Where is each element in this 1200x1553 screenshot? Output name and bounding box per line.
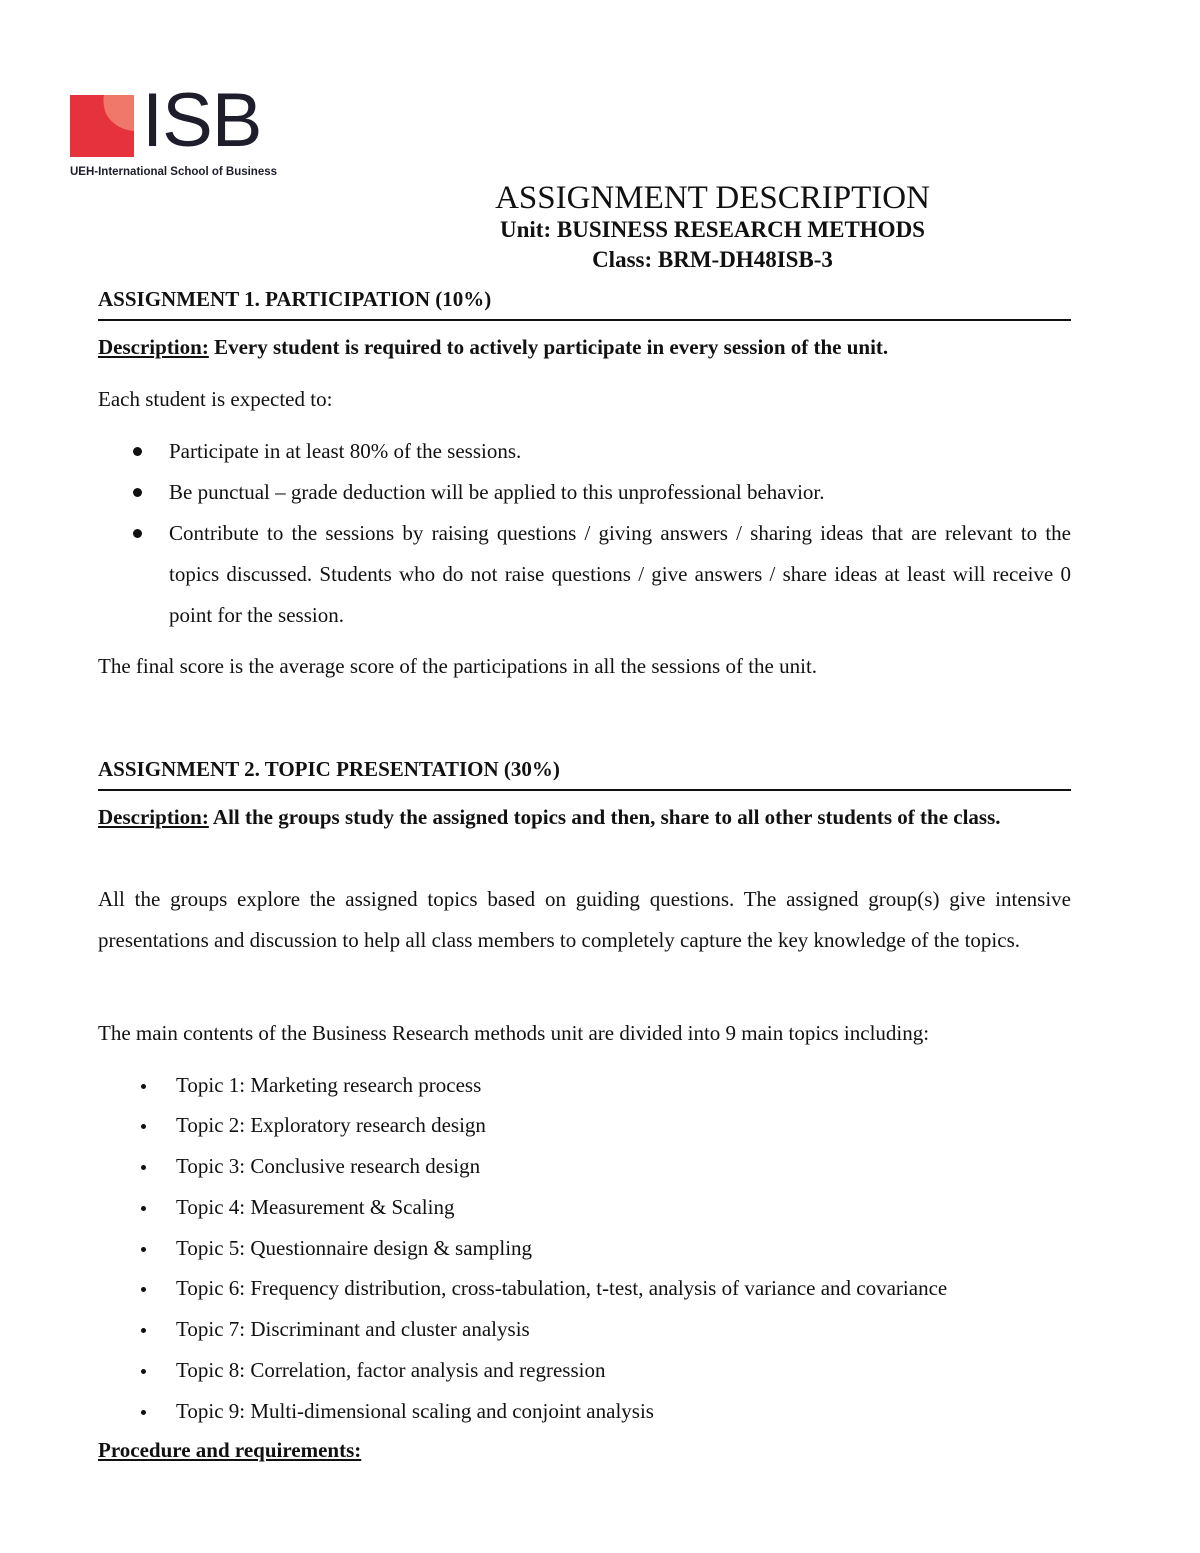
bullet-dot-icon [141, 1410, 146, 1415]
topic-item: Topic 8: Correlation, factor analysis and regression [176, 1358, 606, 1382]
list-item: Contribute to the sessions by raising questions / giving answers / sharing ideas that are relevant to the topics discussed. Students who do not raise questions / give answers / share ideas at least will receive 0 point for the session. [169, 521, 1071, 627]
procedure-heading [98, 1430, 1071, 1471]
bullet-dot-icon [141, 1206, 146, 1211]
topic-item: Topic 6: Frequency distribution, cross-tabulation, t-test, analysis of variance and covariance [176, 1276, 948, 1300]
bullet-dot-icon [141, 1369, 146, 1374]
bullet-dot-icon [141, 1165, 146, 1170]
assignment-2-heading: ASSIGNMENT 2. TOPIC PRESENTATION (30%) [98, 757, 1071, 791]
bullet-dot-icon [141, 1328, 146, 1333]
logo-wordmark: ISB [142, 78, 262, 163]
logo-mark-icon [70, 95, 134, 157]
topic-item: Topic 2: Exploratory research design [176, 1113, 486, 1137]
topic-item: Topic 3: Conclusive research design [176, 1154, 481, 1178]
list-item: Participate in at least 80% of the sessions. [169, 439, 522, 463]
unit-line: Unit: BUSINESS RESEARCH METHODS [500, 217, 925, 242]
description-label: Description: [98, 805, 209, 829]
topic-item: Topic 1: Marketing research process [176, 1073, 482, 1097]
bullet-dot-icon [133, 529, 142, 538]
isb-logo [70, 78, 285, 185]
topic-item: Topic 9: Multi-dimensional scaling and conjoint analysis [176, 1399, 654, 1423]
procedure-label: Procedure and requirements: [98, 1438, 362, 1462]
page-title: ASSIGNMENT DESCRIPTION [495, 180, 930, 216]
bullet-dot-icon [141, 1247, 146, 1252]
bullet-dot-icon [141, 1084, 146, 1089]
class-line: Class: BRM-DH48ISB-3 [592, 247, 833, 272]
bullet-dot-icon [141, 1287, 146, 1292]
bullet-dot-icon [133, 488, 142, 497]
assignment-1-intro: Each student is expected to: [98, 387, 333, 411]
description-text: All the groups study the assigned topics and then, share to all other students of the class. [208, 805, 1001, 829]
assignment-1-closing: The final score is the average score of the participations in all the sessions of the unit. [98, 654, 818, 678]
description-text: Every student is required to actively participate in every session of the unit. [208, 335, 889, 359]
topic-item: Topic 4: Measurement & Scaling [176, 1195, 455, 1219]
assignment-2-body: All the groups explore the assigned topics based on guiding questions. The assigned group(s) give intensive presentations and discussion to help all class members to completely capture the key knowledge of the topics. [98, 887, 1071, 952]
topic-item: Topic 5: Questionnaire design & sampling [176, 1236, 533, 1260]
description-label: Description: [98, 335, 209, 359]
assignment-2-description [98, 797, 1071, 838]
bullet-dot-icon [133, 447, 142, 456]
list-item: Be punctual – grade deduction will be applied to this unprofessional behavior. [169, 480, 825, 504]
assignment-2-intro: The main contents of the Business Research methods unit are divided into 9 main topics including: [98, 1021, 930, 1045]
topic-item: Topic 7: Discriminant and cluster analysis [176, 1317, 530, 1341]
assignment-1-description [98, 327, 1071, 368]
assignment-1-heading: ASSIGNMENT 1. PARTICIPATION (10%) [98, 287, 1071, 321]
logo-subtitle: UEH-International School of Business [70, 166, 278, 178]
bullet-dot-icon [141, 1124, 146, 1129]
